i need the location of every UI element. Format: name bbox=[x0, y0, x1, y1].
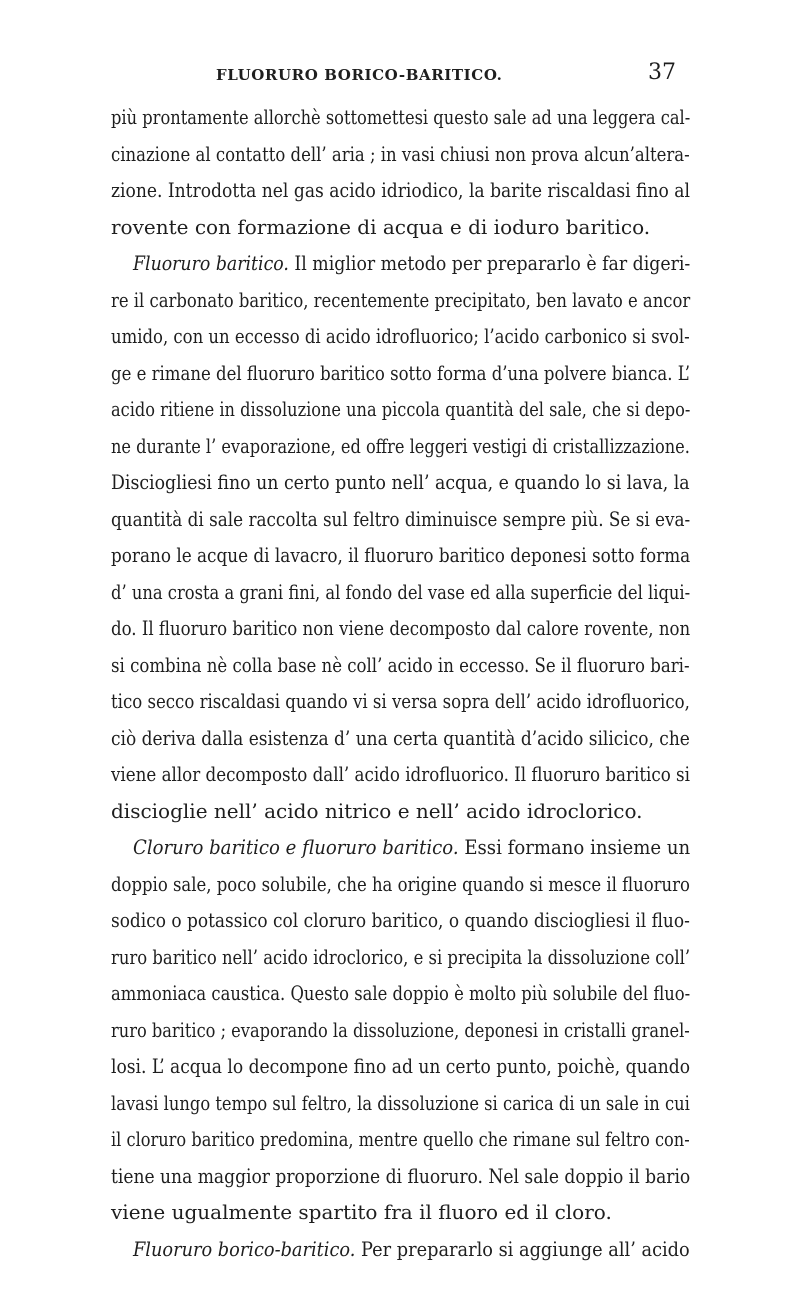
text-line: d’ una crosta a grani fini, al fondo del vase ed alla superficie del liqui- bbox=[111, 579, 691, 604]
text-line: quantità di sale raccolta sul feltro diminuisce sempre più. Se si eva- bbox=[111, 506, 691, 531]
text-line: ruro baritico ; evaporando la dissoluzione, deponesi in cristalli granel- bbox=[111, 1017, 690, 1042]
running-title: FLUORURO BORICO-BARITICO. bbox=[216, 66, 503, 84]
text-line: ciò deriva dalla esistenza d’ una certa quantità d’acido silicico, che bbox=[111, 725, 690, 750]
text-line: Fluoruro baritico. Il miglior metodo per prepararlo è far digeri- bbox=[133, 251, 691, 275]
text-line: ge e rimane del fluoruro baritico sotto forma d’una polvere bianca. L’ bbox=[111, 360, 690, 385]
text-line: viene allor decomposto dall’ acido idrofluorico. Il fluoruro baritico si bbox=[111, 762, 690, 786]
text-line: lavasi lungo tempo sul feltro, la dissoluzione si carica di un sale in cui bbox=[111, 1090, 690, 1115]
text-line: tico secco riscaldasi quando vi si versa sopra dell’ acido idrofluorico, bbox=[111, 689, 690, 713]
text-line: porano le acque di lavacro, il fluoruro baritico deponesi sotto forma bbox=[111, 543, 691, 567]
text-line: tiene una maggior proporzione di fluoruro. Nel sale doppio il bario bbox=[111, 1163, 691, 1188]
text-line: umido, con un eccesso di acido idrofluorico; l’acido carbonico si svol- bbox=[111, 324, 690, 348]
text-line: zione. Introdotta nel gas acido idriodico, la barite riscaldasi fino al bbox=[111, 178, 690, 202]
page-number: 37 bbox=[648, 60, 676, 85]
text-line: doppio sale, poco solubile, che ha origine quando si mesce il fluoruro bbox=[111, 871, 690, 896]
text-line: acido ritiene in dissoluzione una piccola quantità del sale, che si depo- bbox=[111, 397, 691, 421]
text-line: si combina nè colla base nè coll’ acido in eccesso. Se il fluoruro bari- bbox=[111, 652, 690, 677]
text-line: più prontamente allorchè sottomettesi questo sale ad una leggera cal- bbox=[111, 105, 691, 129]
text-line: sodico o potassico col cloruro baritico, o quando disciogliesi il fluo- bbox=[111, 908, 690, 932]
text-line: ne durante l’ evaporazione, ed offre leggeri vestigi di cristallizzazione. bbox=[111, 433, 690, 458]
text-line: do. Il fluoruro baritico non viene decomposto dal calore rovente, non bbox=[111, 616, 691, 640]
text-line: cinazione al contatto dell’ aria ; in vasi chiusi non prova alcun’altera- bbox=[111, 141, 690, 166]
section-heading: Fluoruro baritico. bbox=[133, 251, 289, 275]
section-heading: Cloruro baritico e fluoruro baritico. bbox=[133, 835, 459, 859]
text-line: viene ugualmente spartito fra il fluoro ed il cloro. bbox=[111, 1200, 612, 1224]
text-line: Fluoruro borico-baritico. Per prepararlo si aggiunge all’ acido bbox=[133, 1236, 690, 1261]
text-line: ruro baritico nell’ acido idroclorico, e si precipita la dissoluzione coll’ bbox=[111, 944, 691, 969]
section-heading: Fluoruro borico-baritico. bbox=[133, 1236, 356, 1261]
text-line: re il carbonato baritico, recentemente precipitato, ben lavato e ancor bbox=[111, 287, 691, 312]
text-line: losi. L’ acqua lo decompone fino ad un certo punto, poichè, quando bbox=[111, 1054, 691, 1078]
text-line: il cloruro baritico predomina, mentre quello che rimane sul feltro con- bbox=[111, 1127, 690, 1151]
text-line: Cloruro baritico e fluoruro baritico. Essi formano insieme un bbox=[133, 835, 691, 859]
text-line: rovente con formazione di acqua e di ioduro baritico. bbox=[111, 214, 651, 239]
text-line: ammoniaca caustica. Questo sale doppio è molto più solubile del fluo- bbox=[111, 981, 691, 1005]
text-line: discioglie nell’ acido nitrico e nell’ acido idroclorico. bbox=[111, 798, 643, 823]
text-line: Disciogliesi fino un certo punto nell’ acqua, e quando lo si lava, la bbox=[111, 470, 690, 494]
